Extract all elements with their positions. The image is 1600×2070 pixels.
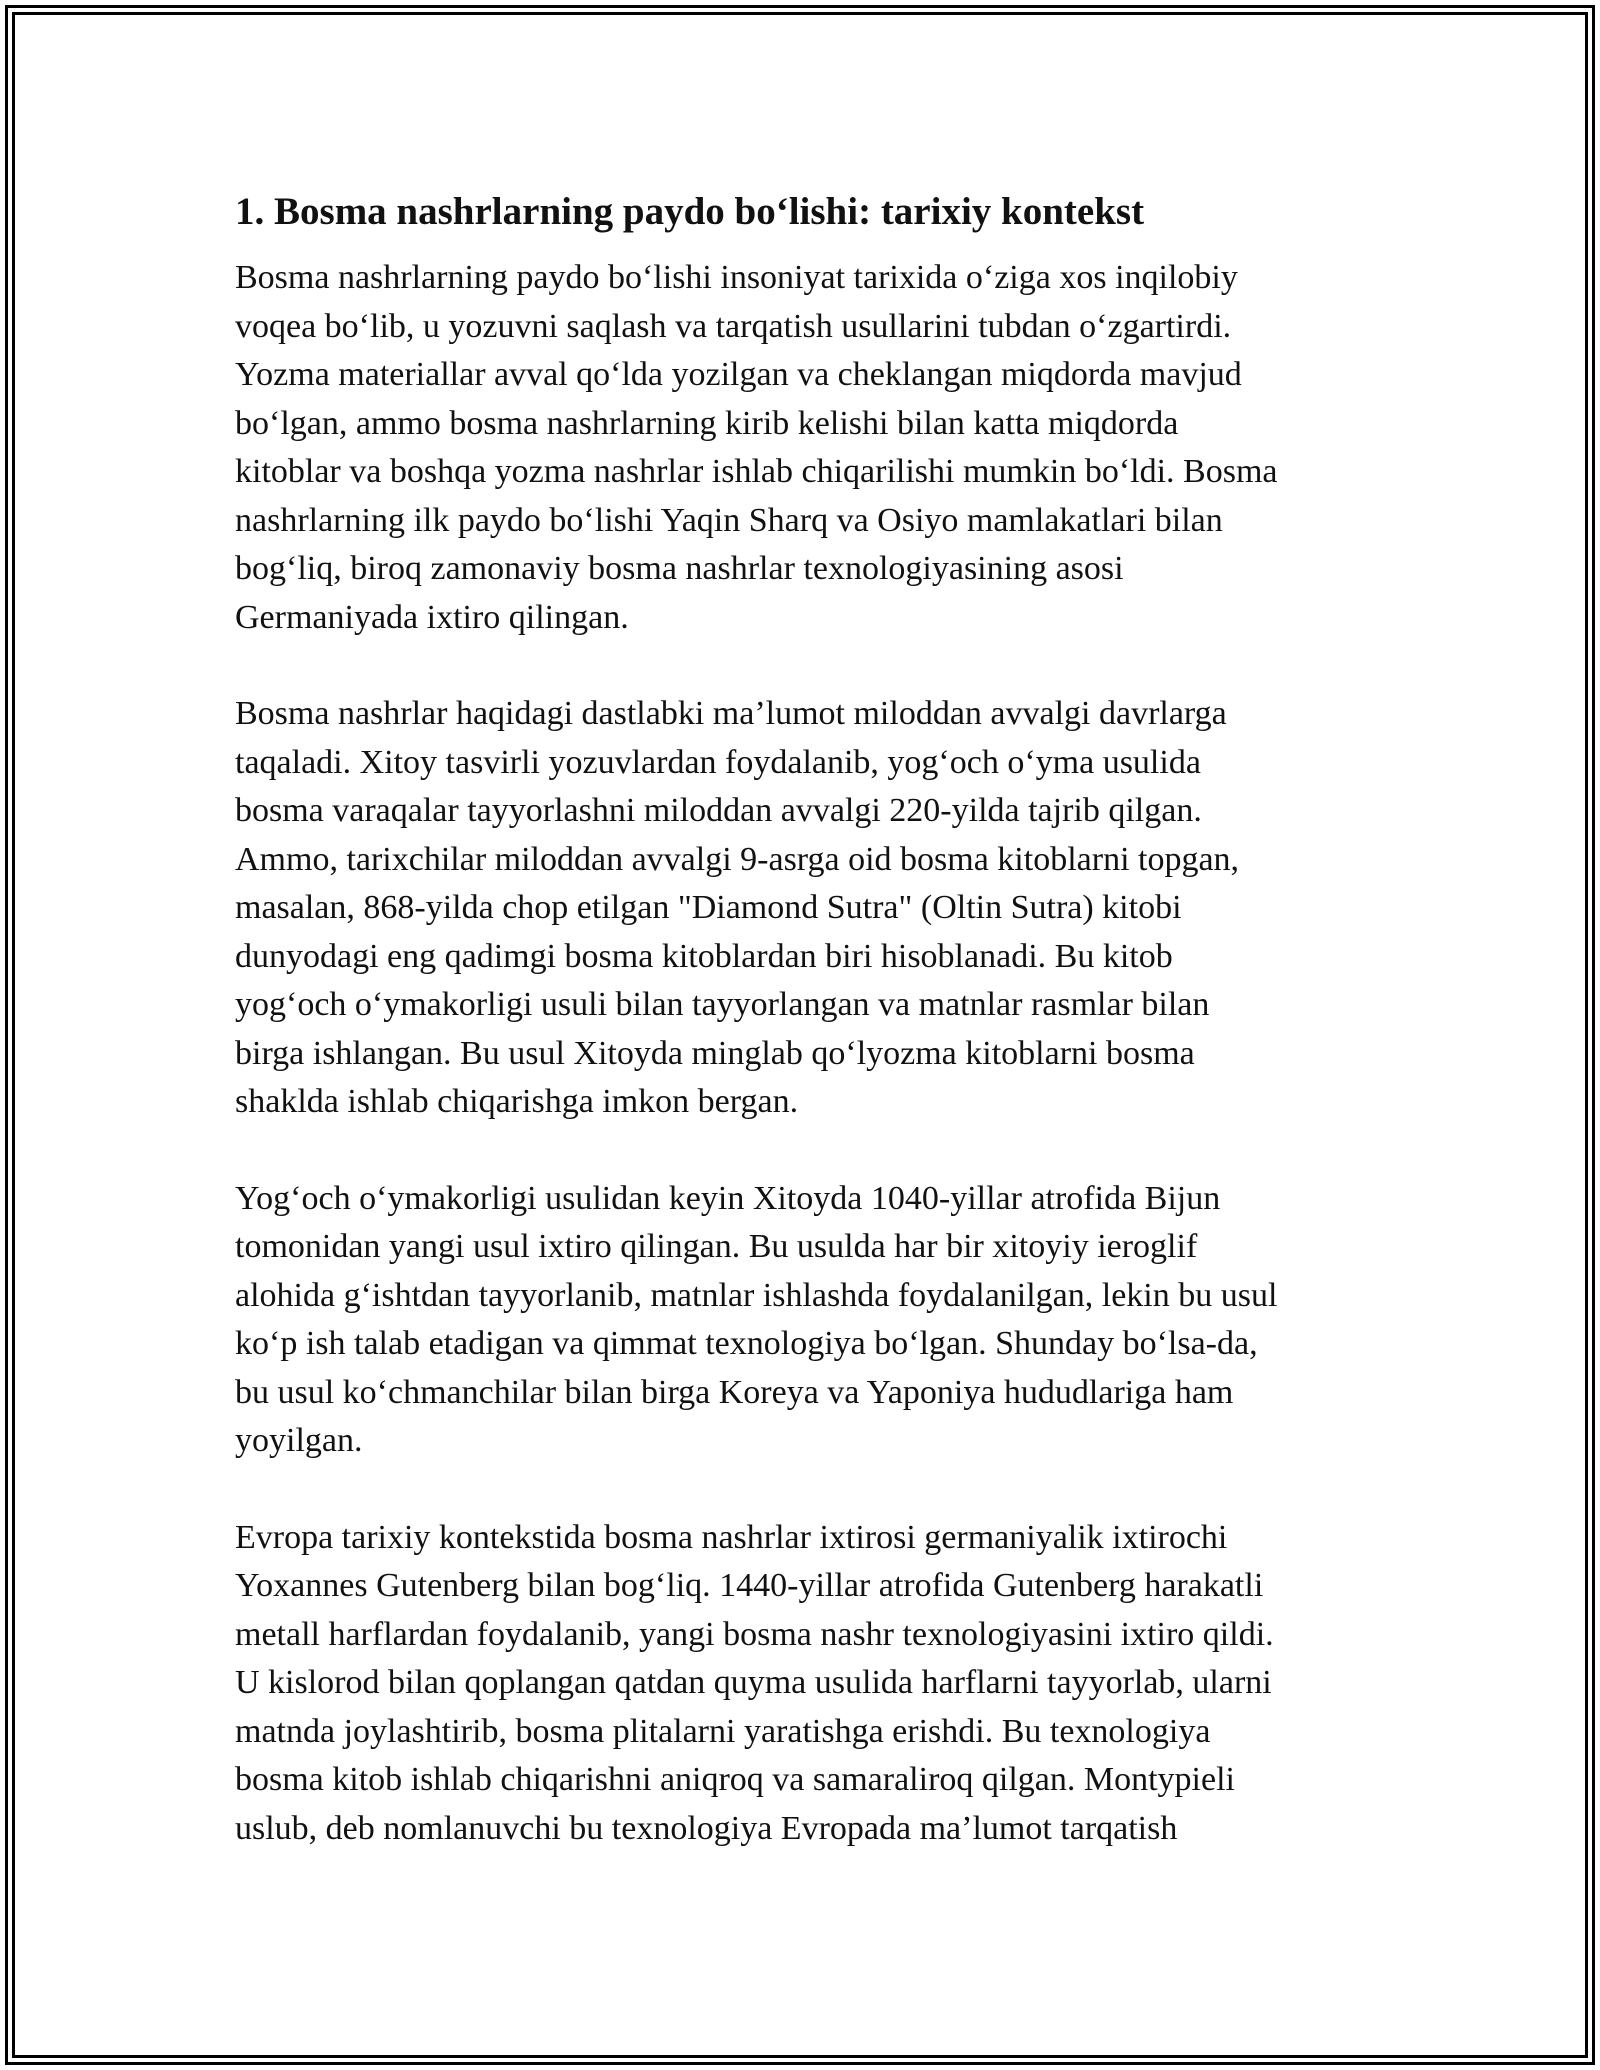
section-heading: 1. Bosma nashrlarning paydo bo‘lishi: tarixiy kontekst [235, 190, 1145, 233]
paragraph-1 [235, 254, 1385, 642]
text-line: bog‘liq, biroq zamonaviy bosma nashrlar texnologiyasining asosi [235, 550, 1124, 587]
text-line: tomonidan yangi usul ixtiro qilingan. Bu usulda har bir xitoyiy ieroglif [235, 1228, 1198, 1265]
text-line: yog‘och o‘ymakorligi usuli bilan tayyorlangan va matnlar rasmlar bilan [235, 986, 1210, 1023]
text-line: masalan, 868-yilda chop etilgan "Diamond Sutra" (Oltin Sutra) kitobi [235, 889, 1182, 926]
text-line: Bosma nashrlar haqidagi dastlabki ma’lumot miloddan avvalgi davrlarga [235, 695, 1227, 732]
text-line: taqaladi. Xitoy tasvirli yozuvlardan foydalanib, yog‘och o‘yma usulida [235, 743, 1201, 781]
document-body [235, 184, 1385, 1901]
paragraph-4 [235, 1514, 1385, 1854]
text-line: ko‘p ish talab etadigan va qimmat texnologiya bo‘lgan. Shunday bo‘lsa-da, [235, 1325, 1258, 1362]
text-line: U kislorod bilan qoplangan qatdan quyma usulida harflarni tayyorlab, ularni [235, 1664, 1272, 1701]
text-line: metall harflardan foydalanib, yangi bosma nashr texnologiyasini ixtiro qildi. [235, 1615, 1274, 1653]
text-line: Yoxannes Gutenberg bilan bog‘liq. 1440-yillar atrofida Gutenberg harakatli [235, 1567, 1264, 1604]
text-line: shaklda ishlab chiqarishga imkon bergan. [235, 1083, 799, 1120]
text-line: dunyodagi eng qadimgi bosma kitoblardan biri hisoblanadi. Bu kitob [235, 937, 1173, 975]
text-line: kitoblar va boshqa yozma nashrlar ishlab chiqarilishi mumkin bo‘ldi. Bosma [235, 453, 1278, 490]
text-line: alohida g‘ishtdan tayyorlanib, matnlar ishlashda foydalanilgan, lekin bu usul [235, 1276, 1278, 1314]
text-line: nashrlarning ilk paydo bo‘lishi Yaqin Sharq va Osiyo mamlakatlari bilan [235, 501, 1223, 539]
text-line: Evropa tarixiy kontekstida bosma nashrlar ixtirosi germaniyalik ixtirochi [235, 1518, 1228, 1556]
text-line: Ammo, tarixchilar miloddan avvalgi 9-asrga oid bosma kitoblarni topgan, [235, 840, 1240, 878]
text-line: bosma kitob ishlab chiqarishni aniqroq va samaraliroq qilgan. Montypieli [235, 1761, 1235, 1798]
text-line: Yozma materiallar avval qo‘lda yozilgan va cheklangan miqdorda mavjud [235, 356, 1242, 393]
text-line: Bosma nashrlarning paydo bo‘lishi insoniyat tarixida o‘ziga xos inqilobiy [235, 259, 1238, 296]
text-line: bosma varaqalar tayyorlashni miloddan avvalgi 220-yilda tajrib qilgan. [235, 792, 1202, 829]
text-line: bo‘lgan, ammo bosma nashrlarning kirib kelishi bilan katta miqdorda [235, 404, 1179, 442]
text-line: bu usul ko‘chmanchilar bilan birga Koreya va Yaponiya hududlariga ham [235, 1373, 1234, 1411]
text-line: Yog‘och o‘ymakorligi usulidan keyin Xitoyda 1040-yillar atrofida Bijun [235, 1179, 1221, 1217]
text-line: yoyilgan. [235, 1422, 363, 1459]
text-line: birga ishlangan. Bu usul Xitoyda minglab qo‘lyozma kitoblarni bosma [235, 1034, 1195, 1072]
paragraph-2 [235, 690, 1385, 1127]
text-line: Germaniyada ixtiro qilingan. [235, 598, 629, 636]
paragraph-3 [235, 1175, 1385, 1466]
text-line: voqea bo‘lib, u yozuvni saqlash va tarqatish usullarini tubdan o‘zgartirdi. [235, 307, 1232, 345]
text-line: uslub, deb nomlanuvchi bu texnologiya Evropada ma’lumot tarqatish [235, 1809, 1178, 1847]
text-line: matnda joylashtirib, bosma plitalarni yaratishga erishdi. Bu texnologiya [235, 1712, 1211, 1750]
